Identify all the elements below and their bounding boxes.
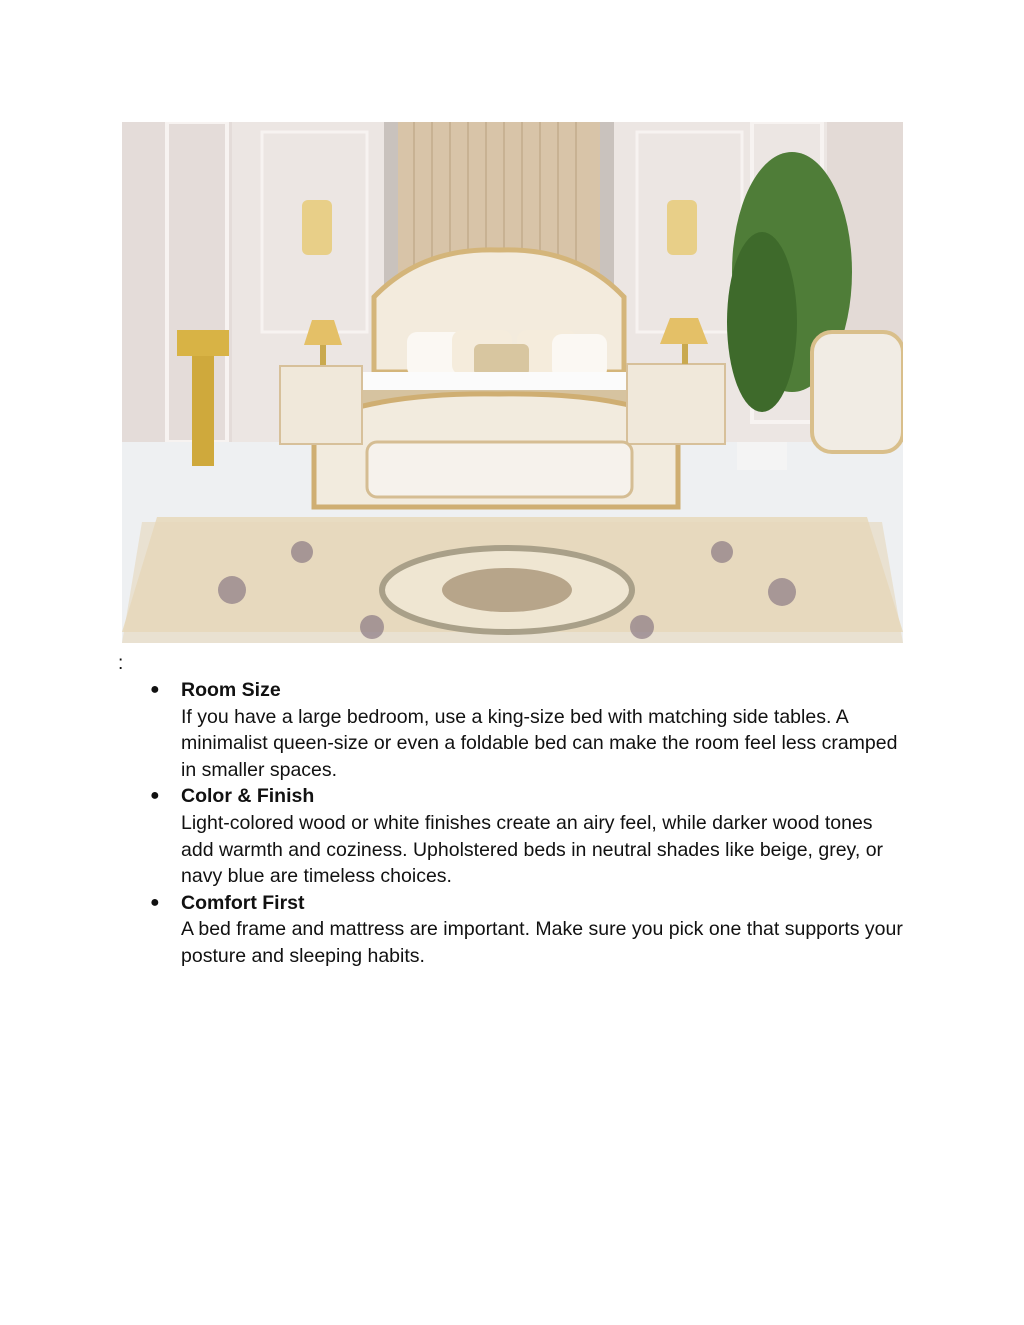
item-heading: Comfort First — [181, 891, 305, 914]
item-heading: Room Size — [181, 679, 281, 701]
bedroom-photo — [122, 122, 903, 643]
item-body: If you have a large bedroom, use a king-size bed with matching side tables. A minimalist queen-size or even a foldable bed can make the room feel less cramped in smaller spaces. — [181, 705, 898, 781]
item-heading: Color & Finish — [181, 785, 315, 808]
list-item — [150, 783, 910, 889]
item-body: A bed frame and mattress are important. Make sure you pick one that supports your posture and sleeping habits. — [181, 918, 903, 967]
bullet-marker: ● — [150, 893, 160, 911]
bullet-marker: ● — [150, 787, 160, 805]
bullet-marker: ● — [150, 681, 160, 698]
item-body: Light-colored wood or white finishes create an airy feel, while darker wood tones add warmth and coziness. Upholstered beds in neutral shades like beige, grey, or navy blue are timeless choices. — [181, 811, 884, 888]
list-item — [150, 890, 910, 970]
stray-colon: : — [118, 653, 124, 674]
list-item — [150, 677, 910, 783]
tips-list — [150, 677, 910, 970]
